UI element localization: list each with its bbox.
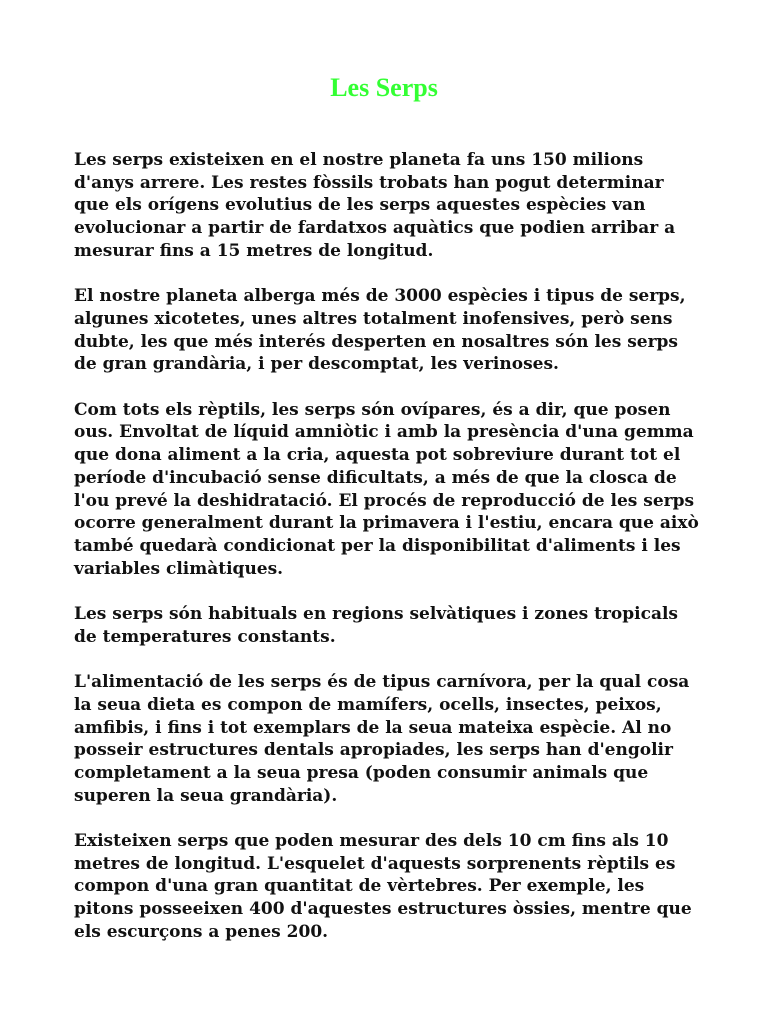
- paragraph-species: El nostre planeta alberga més de 3000 espècies i tipus de serps, algunes xicotetes, unes altres totalment inofensives, però sens dubte, les que més interés desperten en nosaltres són les serps de gran grandària, i per descomptat, les verinoses.: [74, 286, 686, 375]
- paragraph-reproduction: Com tots els rèptils, les serps són ovípares, és a dir, que posen ous. Envoltat de líquid amniòtic i amb la presència d'una gemma que dona aliment a la cria, aquesta pot sobreviure durant tot el període d'incubació sense dificultats, a més de que la closca de l'ou prevé la deshidratació. El procés de reproducció de les serps ocorre generalment durant la primavera i l'estiu, encara que això també quedarà condicionat per la disponibilitat d'aliments i les variables climàtiques.: [74, 399, 699, 579]
- paragraph-origins: Les serps existeixen en el nostre planeta fa uns 150 milions d'anys arrere. Les restes fòssils trobats han pogut determinar que els orígens evolutius de les serps aquestes espècies van evolucionar a partir de fardatxos aquàtics que podien arribar a mesurar fins a 15 metres de longitud.: [74, 150, 676, 261]
- paragraph-size: Existeixen serps que poden mesurar des dels 10 cm fins als 10 metres de longitud. L'esquelet d'aquests sorprenents rèptils es compon d'una gran quantitat de vèrtebres. Per exemple, les pitons posseeixen 400 d'aquestes estructures òssies, mentre que els escurçons a penes 200.: [74, 831, 692, 942]
- document-body: [74, 149, 704, 966]
- paragraph-diet: L'alimentació de les serps és de tipus carnívora, per la qual cosa la seua dieta es compon de mamífers, ocells, insectes, peixos, amfibis, i fins i tot exemplars de la seua mateixa espècie. Al no posseir estructures dentals apropiades, les serps han d'engolir completament a la seua presa (poden consumir animals que superen la seua grandària).: [74, 672, 690, 806]
- page-title: Les Serps: [330, 73, 438, 102]
- paragraph-habitat: Les serps són habituals en regions selvàtiques i zones tropicals de temperatures constants.: [74, 604, 678, 647]
